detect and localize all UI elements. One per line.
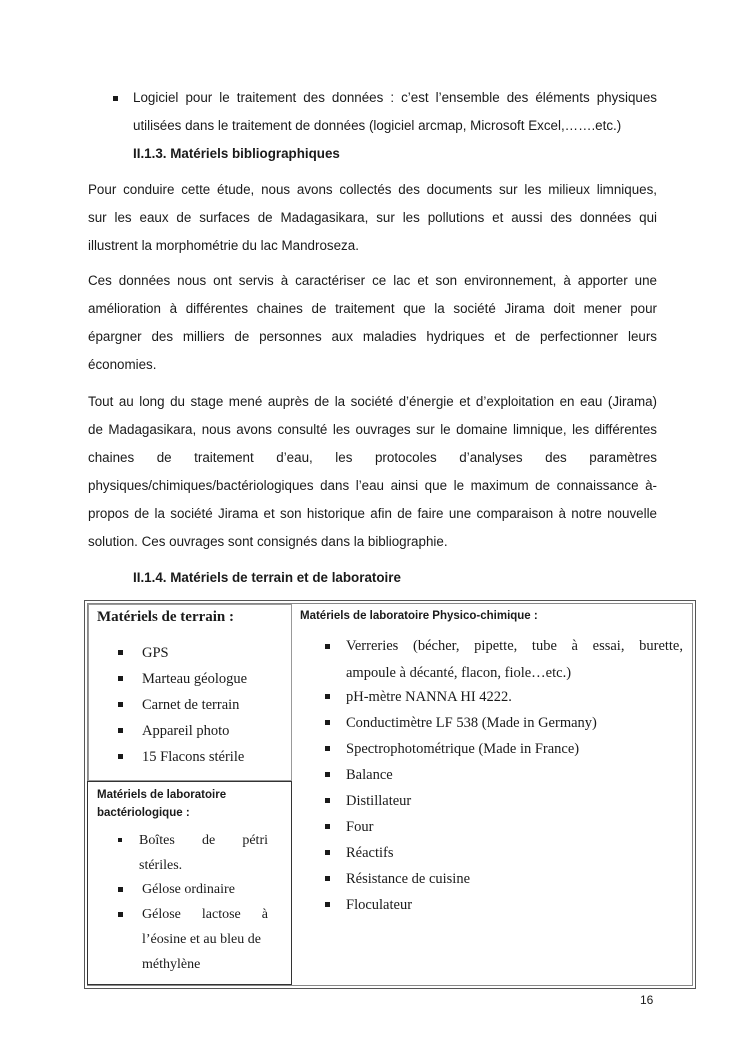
paragraph-2-line: amélioration à différentes chaines de traitement que la société Jirama doit mener pour [88,301,657,316]
paragraph-2-line: Ces données nous ont servis à caractériser ce lac et son environnement, à apporter une [88,273,657,288]
bullet-square-icon [325,644,330,649]
physico-list [325,684,597,918]
physico-item [325,866,597,892]
physico-item [325,762,597,788]
bacterio-item-2 [118,877,268,902]
paragraph-3 [88,388,657,556]
bullet-square-icon [118,676,123,681]
physico-item-label: Balance [346,767,393,783]
bacterio-list [118,828,268,878]
paragraph-2 [88,267,657,379]
bacterio-item-3-line-3: méthylène [142,957,201,972]
bullet-square-icon [118,912,123,917]
terrain-item [118,692,247,718]
physico-item-label: Floculateur [346,897,413,913]
bullet-square-icon [325,772,330,777]
terrain-item-label: Appareil photo [142,723,230,739]
bacterio-title-line-2: bactériologique : [97,807,190,819]
physico-item-label: Conductimètre LF 538 (Made in Germany) [346,715,597,731]
terrain-list [118,640,247,770]
page-number: 16 [640,993,654,1007]
bacterio-item-3-line-2: l’éosine et au bleu de [142,932,261,947]
bullet-square-icon [325,850,330,855]
section-heading-114: II.1.4. Matériels de terrain et de laboratoire [133,570,401,585]
paragraph-1-line: illustrent la morphométrie du lac Mandroseza. [88,238,359,253]
terrain-item [118,640,247,666]
bullet-square-icon [325,746,330,751]
physico-item-label: Spectrophotométrique (Made in France) [346,741,580,757]
bacterio-item-2-label: Gélose ordinaire [142,882,235,897]
physico-item-1-line-1: Verreries (bécher, pipette, tube à essai, burette, [346,638,683,654]
terrain-item-label: Carnet de terrain [142,697,240,713]
physico-item-label: Distillateur [346,793,412,809]
physico-title: Matériels de laboratoire Physico-chimique : [300,610,538,622]
physico-item [325,710,597,736]
terrain-item [118,666,247,692]
physico-item-1-line-2: ampoule à décanté, flacon, fiole…etc.) [346,665,572,681]
paragraph-2-line: épargner des milliers de personnes aux maladies hydriques et de perfectionner leurs [88,329,657,344]
bacterio-item-3-line-1: Gélose lactose à [142,907,268,922]
intro-bullet-line-2: utilisées dans le traitement de données (logiciel arcmap, Microsoft Excel,…….etc.) [133,118,622,133]
bullet-square-icon [118,702,123,707]
physico-item-label: Four [346,819,374,835]
physico-item-1 [325,633,683,687]
physico-item-label: Réactifs [346,845,394,861]
paragraph-3-line: solution. Ces ouvrages sont consignés dans la bibliographie. [88,534,448,549]
physico-item [325,892,597,918]
terrain-item-label: GPS [142,645,169,661]
bullet-square-icon [325,824,330,829]
physico-item [325,736,597,762]
intro-bullet-line-1: Logiciel pour le traitement des données : c’est l’ensemble des éléments physiques [133,90,657,105]
bullet-square-icon [325,720,330,725]
bacterio-item-1-line-2: stériles. [139,858,183,873]
bacterio-item-1-line-1: Boîtes de pétri [139,833,268,848]
bullet-square-icon [325,902,330,907]
paragraph-1-line: Pour conduire cette étude, nous avons collectés des documents sur les milieux limniques, [88,182,657,197]
terrain-item [118,744,247,770]
paragraph-3-line: physiques/chimiques/bactériologiques dans l’eau ainsi que le maximum de connaissance à- [88,478,657,493]
physico-item [325,814,597,840]
terrain-title: Matériels de terrain : [97,609,235,625]
physico-item [325,684,597,710]
bullet-square-icon [325,694,330,699]
paragraph-1-line: sur les eaux de surfaces de Madagasikara, sur les pollutions et aussi des données qui [88,210,657,225]
paragraph-3-line: propos de la société Jirama et son historique afin de faire une comparaison à notre nouvelle [88,506,657,521]
physico-item-label: Résistance de cuisine [346,871,471,887]
paragraph-3-line: Tout au long du stage mené auprès de la société d’énergie et d’exploitation en eau (Jirama) [88,394,657,409]
terrain-item-label: 15 Flacons stérile [142,749,245,765]
paragraph-3-line: chaines de traitement d’eau, les protocoles d’analyses des paramètres [88,450,657,465]
bullet-square-icon [118,650,123,655]
bacterio-title-line-1: Matériels de laboratoire [97,789,227,801]
bacterio-item-3 [118,902,268,977]
bullet-square-icon [325,876,330,881]
terrain-item [118,718,247,744]
bullet-square-icon [118,887,123,892]
physico-item-label: pH-mètre NANNA HI 4222. [346,689,512,705]
section-heading-113: II.1.3. Matériels bibliographiques [133,146,340,161]
paragraph-3-line: de Madagasikara, nous avons consulté les ouvrages sur le domaine limnique, les différentes [88,422,657,437]
bullet-square-icon [113,96,118,101]
physico-item [325,840,597,866]
terrain-item-label: Marteau géologue [142,671,248,687]
bullet-square-icon [118,838,122,842]
bullet-square-icon [118,754,123,759]
paragraph-1 [88,176,657,260]
bullet-square-icon [325,798,330,803]
physico-item [325,788,597,814]
paragraph-2-line: économies. [88,357,157,372]
bullet-square-icon [118,728,123,733]
